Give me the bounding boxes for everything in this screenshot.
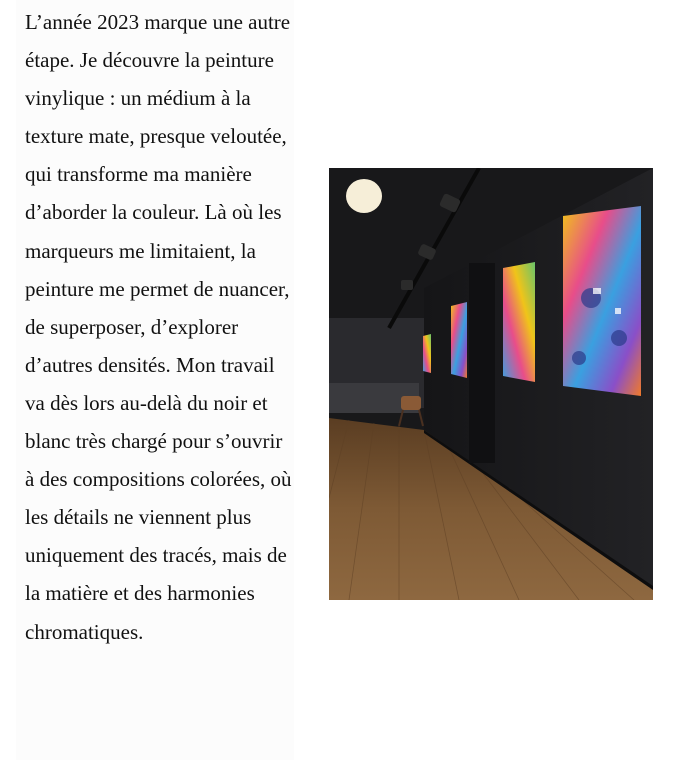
gallery-photo xyxy=(329,168,653,600)
chair xyxy=(401,396,421,410)
painting-small xyxy=(451,302,467,378)
pillar xyxy=(469,263,495,463)
painting-far xyxy=(423,334,431,373)
ceiling-lamp xyxy=(346,179,382,213)
article-paragraph: L’année 2023 marque une autre étape. Je découvre la peinture vinylique : un médium à la texture mate, presque veloutée, qui transforme ma manière d’aborder la couleur. Là où les marqueurs me limitaient, la peinture me permet de nuancer, de superposer, d’explorer d’autres densités. Mon travail va dès lors au-delà du noir et blanc très chargé pour s’ouvrir à des compositions colorées, où les détails ne viennent plus uniquement des tracés, mais de la matière et des harmonies chromatiques. xyxy=(25,10,292,644)
painting-large xyxy=(563,206,641,396)
painting-medium xyxy=(503,262,535,382)
